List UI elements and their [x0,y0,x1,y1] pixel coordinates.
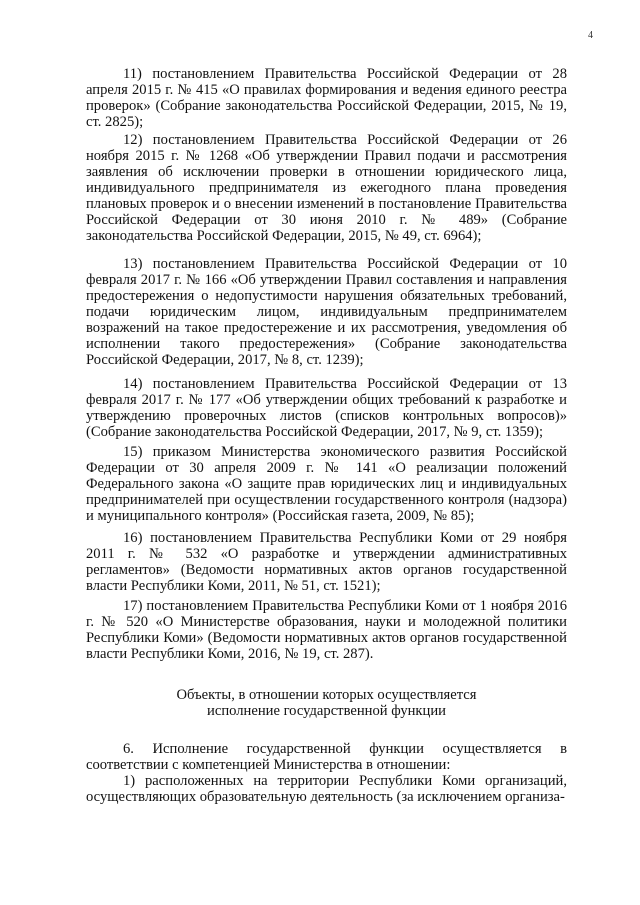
list-item-12: 12) постановлением Правительства Российской Федерации от 26 ноября 2015 г. № 1268 «Об утверждении Правил подачи и рассмотрения заявления об исключении проверки в отношении юридического лица, индивидуального предпринимателя из ежегодного плана проведения плановых проверок и о внесении изменений в постановление Правительства Российской Федерации от 30 июня 2010 г. № 489» (Собрание законодательства Российской Федерации, 2015, № 49, ст. 6964); [86,132,567,244]
list-item-16: 16) постановлением Правительства Республики Коми от 29 ноября 2011 г. № 532 «О разработке и утверждении административных регламентов» (Ведомости нормативных актов органов государственной власти Республики Коми, 2011, № 51, ст. 1521); [86,530,567,594]
body-paragraph-6: 6. Исполнение государственной функции осуществляется в соответствии с компетенцией Министерства в отношении: [86,741,567,773]
section-heading [86,687,567,719]
list-item-13: 13) постановлением Правительства Российской Федерации от 10 февраля 2017 г. № 166 «Об утверждении Правил составления и направления предостережения о недопустимости нарушения обязательных требований, подачи юридическим лицом, индивидуальным предпринимателем возражений на такое предостережение и их рассмотрения, уведомления об исполнении такого предостережения» (Собрание законодательства Российской Федерации, 2017, № 8, ст. 1239); [86,256,567,368]
list-item-17: 17) постановлением Правительства Республики Коми от 1 ноября 2016 г. № 520 «О Министерстве образования, науки и молодежной политики Республики Коми» (Ведомости нормативных актов органов государственной власти Республики Коми, 2016, № 19, ст. 287). [86,598,567,662]
section-heading-line1: Объекты, в отношении которых осуществляется [176,687,477,703]
list-item-15: 15) приказом Министерства экономического развития Российской Федерации от 30 апреля 2009 г. № 141 «О реализации положений Федерального закона «О защите прав юридических лиц и индивидуальных предпринимателей при осуществлении государственного контроля (надзора) и муниципального контроля» (Российская газета, 2009, № 85); [86,444,567,524]
body-paragraph-6-1: 1) расположенных на территории Республики Коми организаций, осуществляющих образовательную деятельность (за исключением организа- [86,773,567,805]
list-item-14: 14) постановлением Правительства Российской Федерации от 13 февраля 2017 г. № 177 «Об утверждении общих требований к разработке и утверждению проверочных листов (списков контрольных вопросов)» (Собрание законодательства Российской Федерации, 2017, № 9, ст. 1359); [86,376,567,440]
section-heading-line2: исполнение государственной функции [207,703,446,719]
list-item-11: 11) постановлением Правительства Российской Федерации от 28 апреля 2015 г. № 415 «О правилах формирования и ведения единого реестра проверок» (Собрание законодательства Российской Федерации, 2015, № 19, ст. 2825); [86,66,567,130]
page-number: 4 [588,30,593,41]
